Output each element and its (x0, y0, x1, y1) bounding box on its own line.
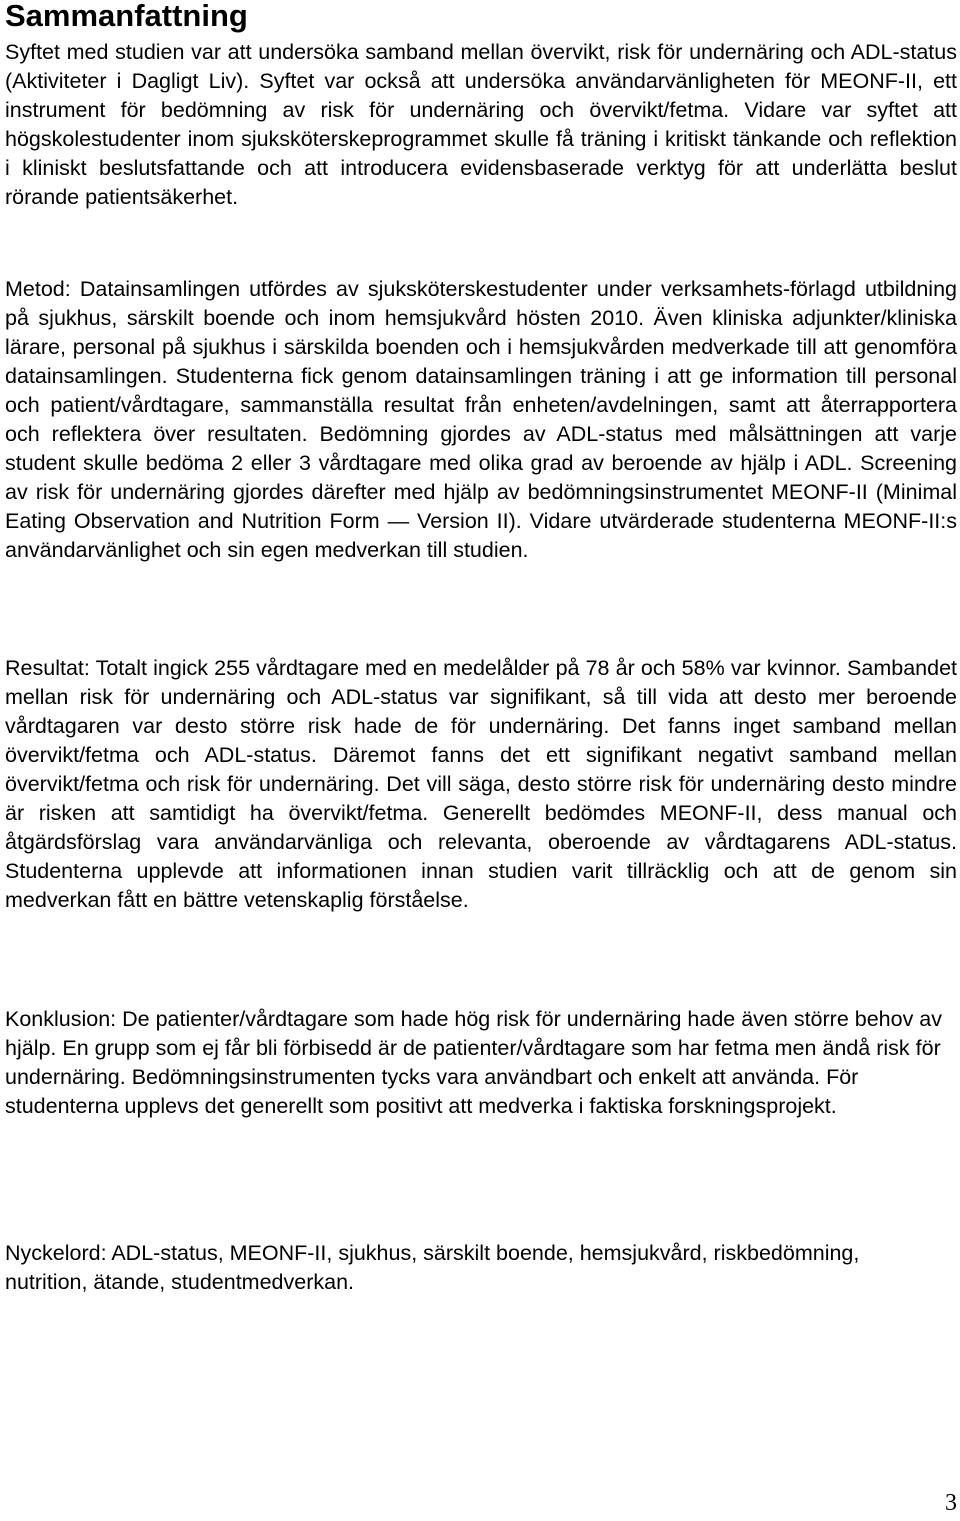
page-number: 3 (945, 1490, 957, 1516)
intro-paragraph: Syftet med studien var att undersöka samband mellan övervikt, risk för undernäring och ADL-status (Aktiviteter i Dagligt Liv). Syftet var också att undersöka användarvänligheten för MEONF-II, ett instrument för bedömning av risk för undernäring och övervikt/fetma. Vidare var syftet att högskolestudenter inom sjuksköterskeprogrammet skulle få träning i kritiskt tänkande och reflektion i kliniskt beslutsfattande och att introducera evidensbaserade verktyg för att underlätta beslut rörande patientsäkerhet. (5, 40, 957, 209)
keywords-paragraph: Nyckelord: ADL-status, MEONF-II, sjukhus, särskilt boende, hemsjukvård, riskbedömning, nutrition, ätande, studentmedverkan. (5, 1241, 860, 1294)
method-paragraph: Metod: Datainsamlingen utfördes av sjuksköterskestudenter under verksamhets-förlagd utbildning på sjukhus, särskilt boende och inom hemsjukvård hösten 2010. Även kliniska adjunkter/kliniska lärare, personal på sjukhus i särskilda boenden och i hemsjukvården medverkade till att genomföra datainsamlingen. Studenterna fick genom datainsamlingen träning i att ge information till personal och patient/vårdtagare, sammanställa resultat från enheten/avdelningen, samt att återrapportera och reflektera över resultaten. Bedömning gjordes av ADL-status med målsättningen att varje student skulle bedöma 2 eller 3 vårdtagare med olika grad av beroende av hjälp i ADL. Screening av risk för undernäring gjordes därefter med hjälp av bedömningsinstrumentet MEONF-II (Minimal Eating Observation and Nutrition Form — Version II). Vidare utvärderade studenterna MEONF-II:s användarvänlighet och sin egen medverkan till studien. (5, 277, 957, 562)
section-heading: Sammanfattning (5, 0, 248, 33)
conclusion-paragraph: Konklusion: De patienter/vårdtagare som hade hög risk för undernäring hade även större behov av hjälp. En grupp som ej får bli förbisedd är de patienter/vårdtagare som har fetma men ändå risk för undernäring. Bedömningsinstrumenten tycks vara användbart och enkelt att använda. För studenterna upplevs det generellt som positivt att medverka i faktiska forskningsprojekt. (5, 1007, 943, 1118)
results-paragraph: Resultat: Totalt ingick 255 vårdtagare med en medelålder på 78 år och 58% var kvinnor. Sambandet mellan risk för undernäring och ADL-status var signifikant, så till vida att desto mer beroende vårdtagaren var desto större risk hade de för undernäring. Det fanns inget samband mellan övervikt/fetma och ADL-status. Däremot fanns det ett signifikant negativt samband mellan övervikt/fetma och risk för undernäring. Det vill säga, desto större risk för undernäring desto mindre är risken att samtidigt ha övervikt/fetma. Generellt bedömdes MEONF-II, dess manual och åtgärdsförslag vara användarvänliga och relevanta, oberoende av vårdtagarens ADL-status. Studenterna upplevde att informationen innan studien varit tillräcklig och att de genom sin medverkan fått en bättre vetenskaplig förståelse. (5, 656, 957, 912)
